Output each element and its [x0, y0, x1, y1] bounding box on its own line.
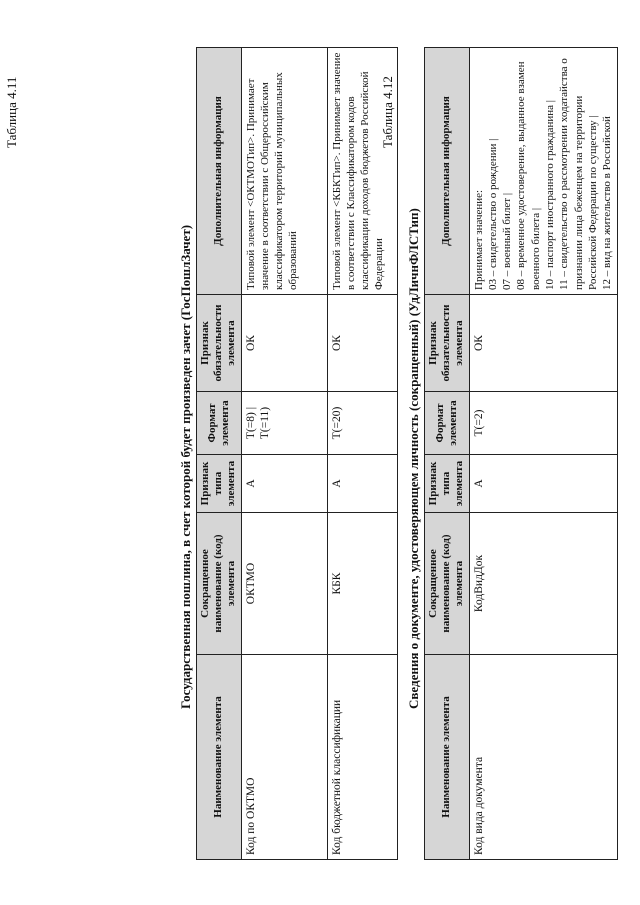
column-header: Наименование элемента: [197, 655, 242, 860]
column-header: Формат элемента: [425, 392, 470, 455]
data-table: [196, 47, 398, 860]
value-item: 10 – паспорт иностранного гражданина |: [544, 100, 557, 290]
element-code-cell: КБК: [327, 513, 397, 655]
element-code-cell: КодВидДок: [469, 513, 617, 655]
value-item: 03 – свидетельство о рождении |: [486, 138, 499, 290]
element-info-cell: Типовой элемент <КБКТип>. Принимает значение в соответствии с Классификатором кодов классификации доходов бюджетов Российской Федерации: [327, 48, 397, 295]
column-header: Сокращенное наименование (код) элемента: [197, 513, 242, 655]
element-type-cell: А: [469, 455, 617, 513]
value-item: 12 – вид на жительство в Российской: [601, 116, 614, 290]
element-name-cell: Код по ОКТМО: [241, 655, 327, 860]
element-format-cell: Т(=2): [469, 392, 617, 455]
column-header: Признак обязательности элемента: [197, 295, 242, 392]
data-table: [424, 47, 618, 860]
info-intro: Принимает значение:: [472, 189, 485, 290]
value-item: 07 – военный билет |: [501, 192, 514, 290]
table-row: [327, 48, 397, 860]
column-header: Признак типа элемента: [425, 455, 470, 513]
table-title: Сведения о документе, удостоверяющем личность (сокращенный) (УдЛичнФЛСТип): [406, 208, 421, 709]
element-required-cell: ОК: [327, 295, 397, 392]
column-header: Признак обязательности элемента: [425, 295, 470, 392]
column-header: Сокращенное наименование (код) элемента: [425, 513, 470, 655]
element-info-cell: Типовой элемент <ОКТМОТип>. Принимает значение в соответствии с Общероссийским классификатором территорий муниципальных образований: [241, 48, 327, 295]
table-header-row: [197, 48, 242, 860]
element-name-cell: Код вида документа: [469, 655, 617, 860]
column-header: Дополнительная информация: [425, 48, 470, 295]
table-header-row: [425, 48, 470, 860]
table-row: [469, 48, 617, 860]
element-format-cell: Т(=8) | Т(=11): [241, 392, 327, 455]
element-name-cell: Код бюджетной классификации: [327, 655, 397, 860]
column-header: Признак типа элемента: [197, 455, 242, 513]
element-required-cell: ОК: [241, 295, 327, 392]
table-number-label: Таблица 4.11: [4, 76, 19, 148]
column-header: Дополнительная информация: [197, 48, 242, 295]
table-number-label: Таблица 4.12: [380, 76, 395, 148]
element-type-cell: А: [241, 455, 327, 513]
column-header: Наименование элемента: [425, 655, 470, 860]
column-header: Формат элемента: [197, 392, 242, 455]
table-title: Государственная пошлина, в счет которой будет произведен зачет (ГосПошлЗачет): [178, 224, 193, 709]
element-required-cell: ОК: [469, 295, 617, 392]
value-item: 11 – свидетельство о рассмотрении ходатайства о признании лица беженцем на территории Российской Федерации по существу |: [558, 58, 599, 290]
element-code-cell: ОКТМО: [241, 513, 327, 655]
table-row: [241, 48, 327, 860]
element-type-cell: А: [327, 455, 397, 513]
element-info-cell: [469, 48, 617, 295]
value-item: 08 – временное удостоверение, выданное взамен военного билета |: [515, 61, 542, 290]
value-list: [486, 52, 615, 290]
element-format-cell: Т(=20): [327, 392, 397, 455]
